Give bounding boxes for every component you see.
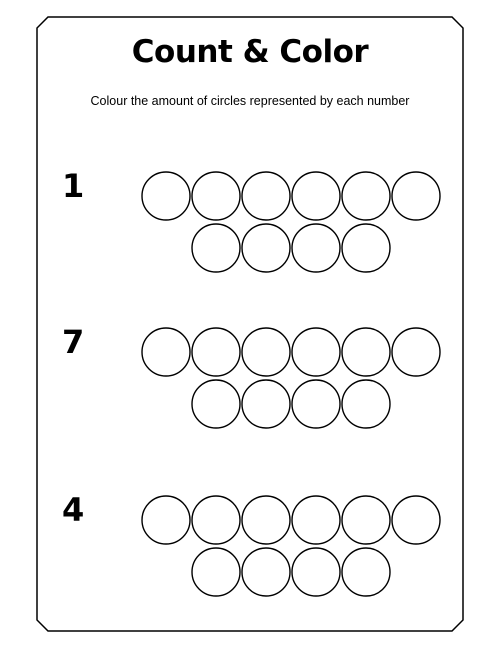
circle-group bbox=[140, 170, 440, 270]
colorable-circle[interactable] bbox=[142, 496, 190, 544]
colorable-circle[interactable] bbox=[242, 380, 290, 428]
colorable-circle[interactable] bbox=[192, 224, 240, 272]
colorable-circle[interactable] bbox=[292, 172, 340, 220]
row-number: 4 bbox=[62, 491, 85, 529]
colorable-circle[interactable] bbox=[242, 328, 290, 376]
colorable-circle[interactable] bbox=[192, 496, 240, 544]
worksheet bbox=[36, 16, 464, 632]
colorable-circle[interactable] bbox=[192, 548, 240, 596]
worksheet-title: Count & Color bbox=[131, 34, 369, 70]
colorable-circle[interactable] bbox=[242, 224, 290, 272]
colorable-circle[interactable] bbox=[242, 496, 290, 544]
colorable-circle[interactable] bbox=[192, 172, 240, 220]
colorable-circle[interactable] bbox=[242, 172, 290, 220]
colorable-circle[interactable] bbox=[392, 328, 440, 376]
colorable-circle[interactable] bbox=[142, 328, 190, 376]
worksheet-instructions: Colour the amount of circles represented by each number bbox=[90, 94, 410, 108]
colorable-circle[interactable] bbox=[192, 328, 240, 376]
count-row-3 bbox=[36, 491, 464, 624]
colorable-circle[interactable] bbox=[242, 548, 290, 596]
colorable-circle[interactable] bbox=[342, 328, 390, 376]
circle-group bbox=[140, 494, 440, 594]
colorable-circle[interactable] bbox=[342, 172, 390, 220]
colorable-circle[interactable] bbox=[192, 380, 240, 428]
count-row-2 bbox=[36, 323, 464, 456]
colorable-circle[interactable] bbox=[292, 548, 340, 596]
circle-group bbox=[140, 326, 440, 426]
row-number: 7 bbox=[62, 323, 85, 361]
colorable-circle[interactable] bbox=[292, 328, 340, 376]
colorable-circle[interactable] bbox=[142, 172, 190, 220]
colorable-circle[interactable] bbox=[292, 224, 340, 272]
colorable-circle[interactable] bbox=[292, 380, 340, 428]
colorable-circle[interactable] bbox=[342, 548, 390, 596]
colorable-circle[interactable] bbox=[342, 496, 390, 544]
row-number: 1 bbox=[62, 167, 85, 205]
colorable-circle[interactable] bbox=[342, 224, 390, 272]
colorable-circle[interactable] bbox=[392, 172, 440, 220]
colorable-circle[interactable] bbox=[342, 380, 390, 428]
colorable-circle[interactable] bbox=[292, 496, 340, 544]
colorable-circle[interactable] bbox=[392, 496, 440, 544]
count-row-1 bbox=[36, 167, 464, 300]
